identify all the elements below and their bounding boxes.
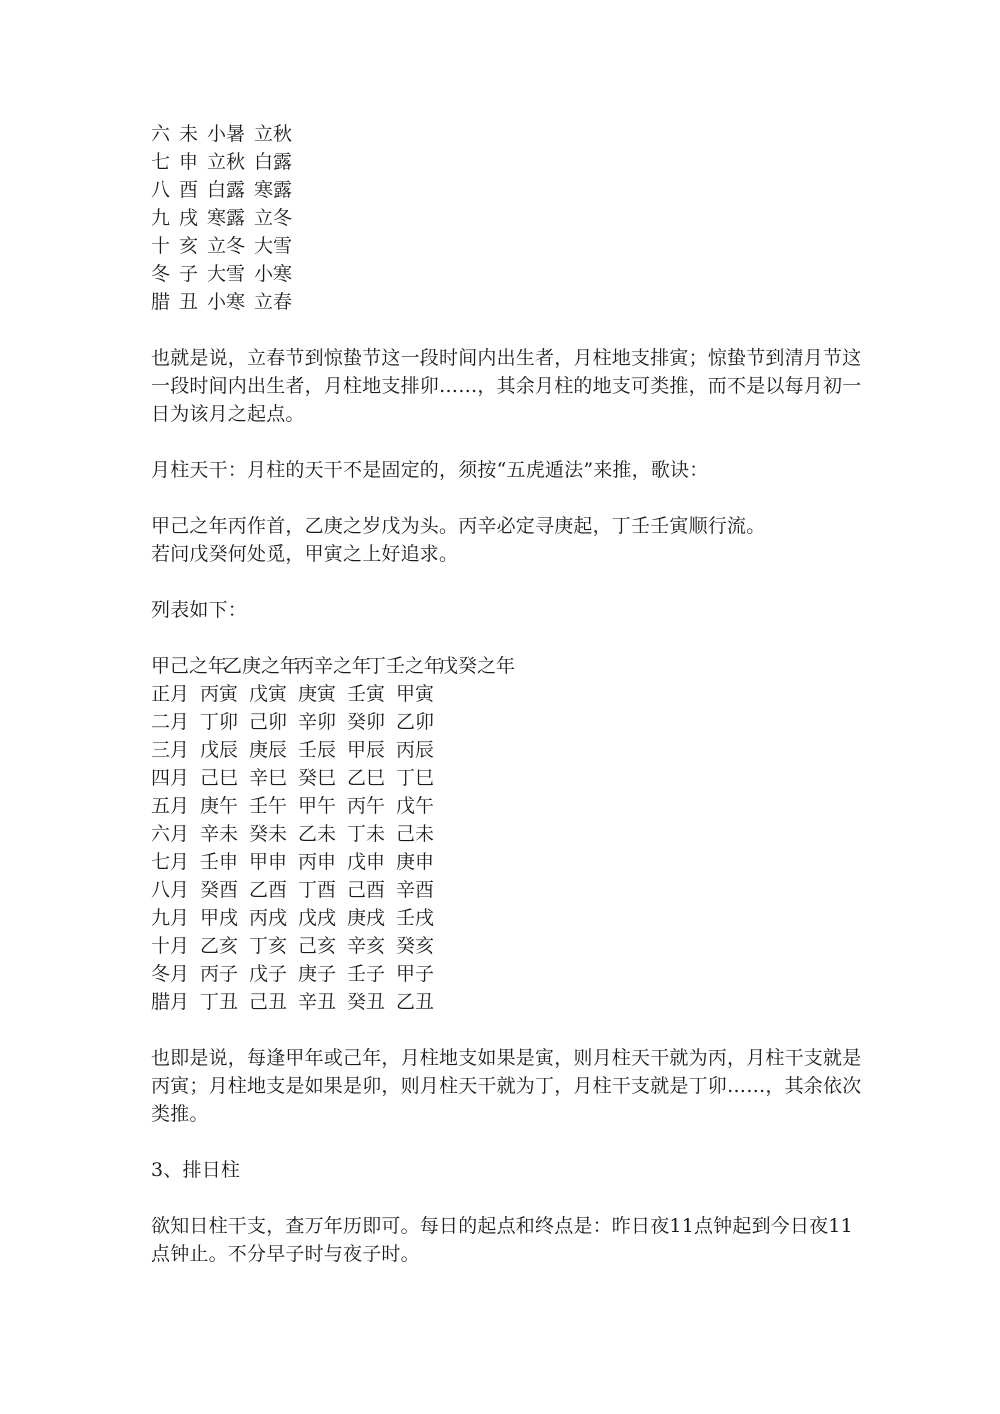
month-label: 腊月 bbox=[151, 991, 190, 1013]
table-row bbox=[151, 820, 871, 848]
table-cell: 壬子 bbox=[347, 963, 386, 985]
table-cell: 戊子 bbox=[249, 963, 288, 985]
table-row bbox=[151, 792, 871, 820]
table-cell: 庚寅 bbox=[298, 683, 337, 705]
table-cell: 庚戌 bbox=[347, 907, 386, 929]
table-cell: 辛巳 bbox=[249, 767, 288, 789]
table-cell: 庚辰 bbox=[249, 739, 288, 761]
table-cell: 甲午 bbox=[298, 795, 337, 817]
table-cell: 丙午 bbox=[347, 795, 386, 817]
section-heading: 3、排日柱 bbox=[151, 1159, 241, 1181]
table-cell: 壬申 bbox=[200, 851, 239, 873]
month-label: 四月 bbox=[151, 767, 190, 789]
table-cell: 乙酉 bbox=[249, 879, 288, 901]
table-row bbox=[151, 876, 871, 904]
table-cell: 壬寅 bbox=[347, 683, 386, 705]
table-row: 冬 子 大雪 小寒 bbox=[151, 263, 293, 285]
table-row: 十 亥 立冬 大雪 bbox=[151, 235, 293, 257]
table-cell: 丙戌 bbox=[249, 907, 288, 929]
table-cell: 辛亥 bbox=[347, 935, 386, 957]
month-label: 八月 bbox=[151, 879, 190, 901]
table-cell: 戊寅 bbox=[249, 683, 288, 705]
month-label: 十月 bbox=[151, 935, 190, 957]
table-cell: 庚子 bbox=[298, 963, 337, 985]
table-cell: 丁丑 bbox=[200, 991, 239, 1013]
table-cell: 乙卯 bbox=[396, 711, 435, 733]
table-cell: 戊戌 bbox=[298, 907, 337, 929]
table-row: 六 未 小暑 立秋 bbox=[151, 123, 293, 145]
table-row: 九 戌 寒露 立冬 bbox=[151, 207, 293, 229]
table-row bbox=[151, 708, 871, 736]
table-cell: 丙子 bbox=[200, 963, 239, 985]
table-cell: 丙辰 bbox=[396, 739, 435, 761]
table-cell: 戊申 bbox=[347, 851, 386, 873]
table-cell: 壬午 bbox=[249, 795, 288, 817]
month-label: 正月 bbox=[151, 683, 190, 705]
table-cell: 癸未 bbox=[249, 823, 288, 845]
table-cell: 辛卯 bbox=[298, 711, 337, 733]
table-cell: 癸卯 bbox=[347, 711, 386, 733]
table-cell: 己卯 bbox=[249, 711, 288, 733]
table-cell: 己酉 bbox=[347, 879, 386, 901]
table-cell: 甲子 bbox=[396, 963, 435, 985]
paragraph-branch-explanation: 也就是说，立春节到惊蛰节这一段时间内出生者，月柱地支排寅；惊蛰节到清月节这一段时间内出生者，月柱地支排卯……，其余月柱的地支可类推，而不是以每月初一日为该月之起点。 bbox=[151, 347, 862, 425]
table-header-row: 甲己之年 乙庚之年 丙辛之年 丁壬之年 戊癸之年 bbox=[151, 655, 516, 677]
table-cell: 甲戌 bbox=[200, 907, 239, 929]
verse-line: 甲己之年丙作首，乙庚之岁戊为头。丙辛必定寻庚起，丁壬壬寅顺行流。 bbox=[151, 515, 766, 537]
table-cell: 乙丑 bbox=[396, 991, 435, 1013]
table-cell: 庚午 bbox=[200, 795, 239, 817]
table-cell: 庚申 bbox=[396, 851, 435, 873]
table-cell: 癸酉 bbox=[200, 879, 239, 901]
table-cell: 戊午 bbox=[396, 795, 435, 817]
table-row bbox=[151, 680, 871, 708]
table-cell: 癸亥 bbox=[396, 935, 435, 957]
table-cell: 甲寅 bbox=[396, 683, 435, 705]
table-cell: 乙未 bbox=[298, 823, 337, 845]
table-cell: 己亥 bbox=[298, 935, 337, 957]
month-label: 五月 bbox=[151, 795, 190, 817]
month-label: 六月 bbox=[151, 823, 190, 845]
table-cell: 乙巳 bbox=[347, 767, 386, 789]
paragraph-example: 也即是说，每逢甲年或己年，月柱地支如果是寅，则月柱天干就为丙，月柱干支就是丙寅；月柱地支是如果是卯，则月柱天干就为丁，月柱干支就是丁卯……，其余依次类推。 bbox=[151, 1047, 862, 1125]
table-cell: 甲辰 bbox=[347, 739, 386, 761]
month-branch-table bbox=[151, 120, 871, 316]
table-cell: 丁卯 bbox=[200, 711, 239, 733]
month-label: 七月 bbox=[151, 851, 190, 873]
table-cell: 癸丑 bbox=[347, 991, 386, 1013]
table-cell: 丁未 bbox=[347, 823, 386, 845]
table-cell: 己未 bbox=[396, 823, 435, 845]
table-cell: 丙寅 bbox=[200, 683, 239, 705]
table-cell: 甲申 bbox=[249, 851, 288, 873]
table-row bbox=[151, 764, 871, 792]
table-row bbox=[151, 988, 871, 1016]
table-cell: 壬戌 bbox=[396, 907, 435, 929]
table-cell: 丁亥 bbox=[249, 935, 288, 957]
document-page bbox=[151, 120, 871, 1268]
verse-line: 若问戊癸何处觅，甲寅之上好追求。 bbox=[151, 543, 459, 565]
table-cell: 壬辰 bbox=[298, 739, 337, 761]
list-intro: 列表如下： bbox=[151, 599, 248, 621]
table-cell: 辛丑 bbox=[298, 991, 337, 1013]
stem-table bbox=[151, 652, 871, 1016]
table-row bbox=[151, 904, 871, 932]
table-cell: 丁酉 bbox=[298, 879, 337, 901]
table-cell: 丙申 bbox=[298, 851, 337, 873]
month-label: 冬月 bbox=[151, 963, 190, 985]
table-row: 八 酉 白露 寒露 bbox=[151, 179, 293, 201]
table-row bbox=[151, 848, 871, 876]
table-cell: 乙亥 bbox=[200, 935, 239, 957]
table-row: 七 申 立秋 白露 bbox=[151, 151, 293, 173]
table-cell: 辛未 bbox=[200, 823, 239, 845]
table-row: 腊 丑 小寒 立春 bbox=[151, 291, 293, 313]
table-cell: 己丑 bbox=[249, 991, 288, 1013]
table-row bbox=[151, 736, 871, 764]
month-label: 九月 bbox=[151, 907, 190, 929]
table-cell: 癸巳 bbox=[298, 767, 337, 789]
table-cell: 戊辰 bbox=[200, 739, 239, 761]
table-cell: 丁巳 bbox=[396, 767, 435, 789]
paragraph-stem-rule: 月柱天干：月柱的天干不是固定的，须按“五虎遁法”来推，歌诀： bbox=[151, 459, 709, 481]
table-cell: 辛酉 bbox=[396, 879, 435, 901]
table-row bbox=[151, 932, 871, 960]
month-label: 三月 bbox=[151, 739, 190, 761]
table-row bbox=[151, 960, 871, 988]
month-label: 二月 bbox=[151, 711, 190, 733]
paragraph-day-pillar: 欲知日柱干支，查万年历即可。每日的起点和终点是：昨日夜11点钟起到今日夜11点钟止。不分早子时与夜子时。 bbox=[151, 1215, 853, 1265]
table-cell: 己巳 bbox=[200, 767, 239, 789]
